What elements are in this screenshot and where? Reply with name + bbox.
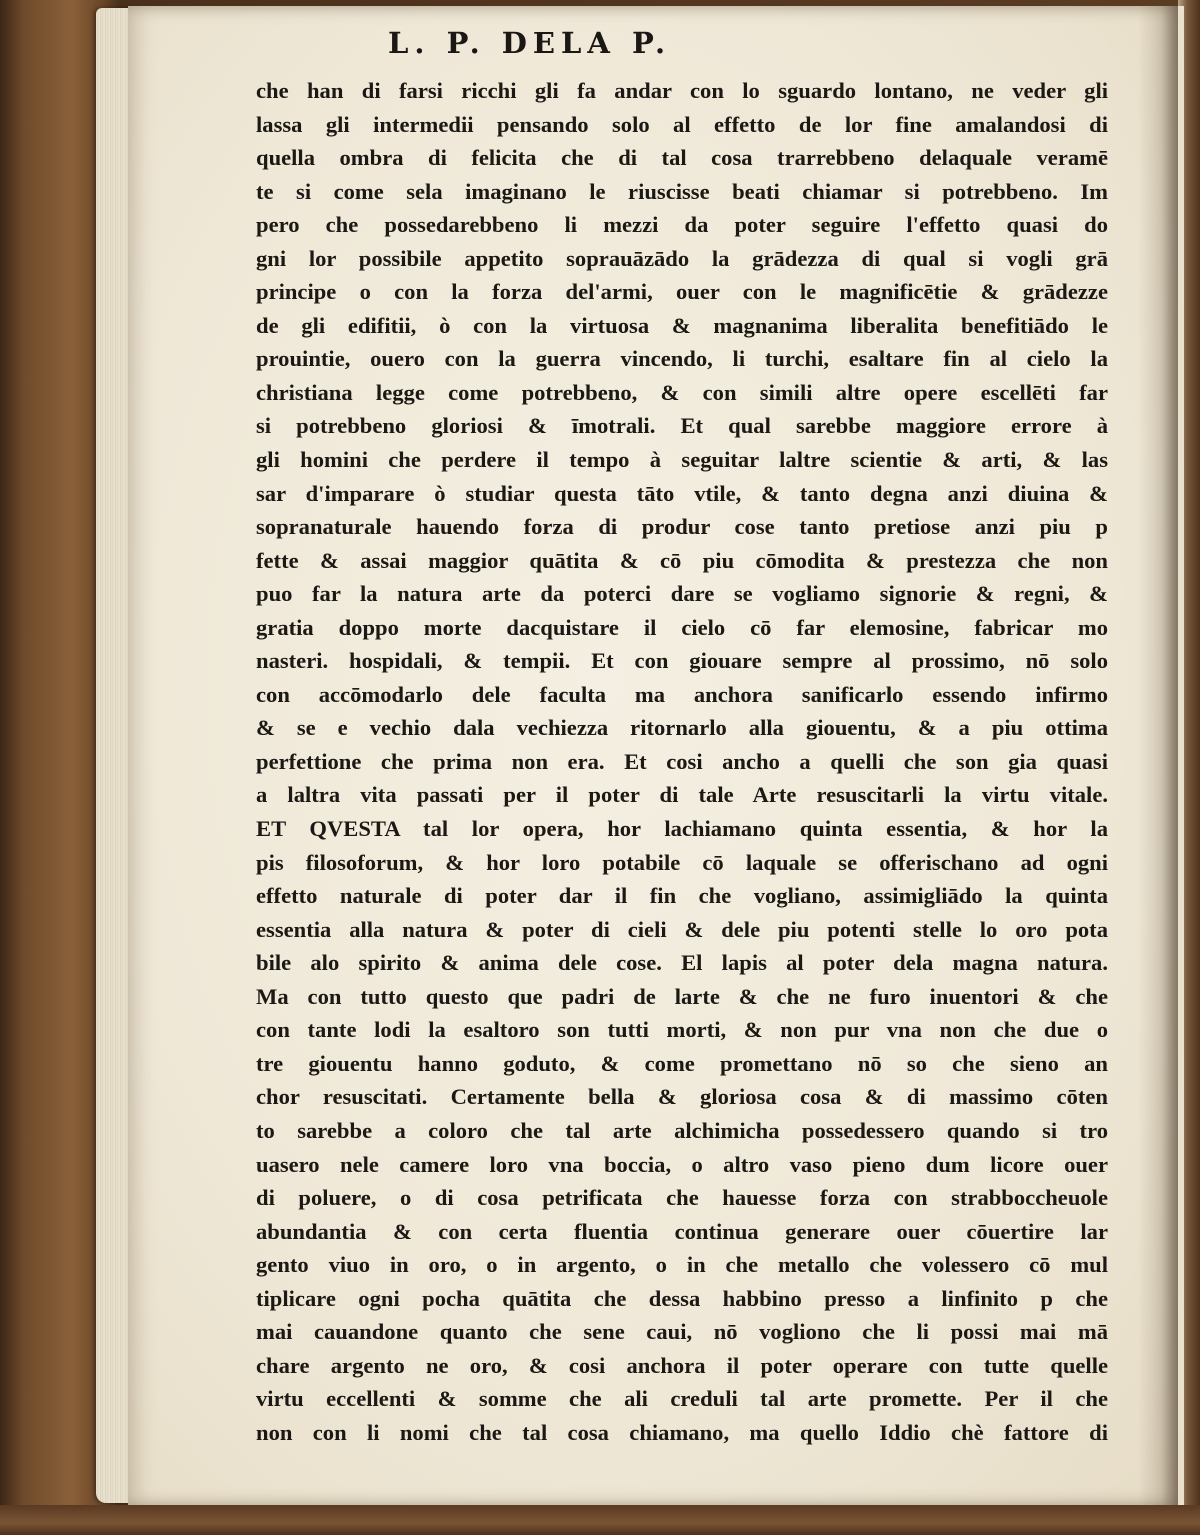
text-line: Ma con tutto questo que padri de larte & che ne furo inuentori & che <box>256 983 1108 1009</box>
text-line: si potrebbeno gloriosi & īmotrali. Et qual sarebbe maggiore errore à <box>256 413 1108 439</box>
running-head: L. P. DELA P. <box>388 26 672 60</box>
text-line: tiplicare ogni pocha quātita che dessa habbino presso a linfinito p che <box>256 1285 1108 1311</box>
text-line: lassa gli intermedii pensando solo al effetto de lor fine amalandosi di <box>256 111 1108 137</box>
text-line: prouintie, ouero con la guerra vincendo, li turchi, esaltare fin al cielo la <box>256 346 1108 372</box>
text-line: con tante lodi la esaltoro son tutti morti, & non pur vna non che due o <box>256 1017 1108 1043</box>
text-line: fette & assai maggior quātita & cō piu cōmodita & prestezza che non <box>256 547 1108 573</box>
text-line: puo far la natura arte da poterci dare se vogliamo signorie & regni, & <box>256 581 1108 607</box>
text-line: perfettione che prima non era. Et cosi ancho a quelli che son gia quasi <box>256 748 1108 774</box>
text-line: to sarebbe a coloro che tal arte alchimicha possedessero quando si tro <box>256 1117 1108 1143</box>
text-line: & se e vechio dala vechiezza ritornarlo alla giouentu, & a piu ottima <box>256 715 1108 741</box>
text-line: ET QVESTA tal lor opera, hor lachiamano quinta essentia, & hor la <box>256 816 1108 842</box>
text-line: tre giouentu hanno goduto, & come promettano nō so che sieno an <box>256 1050 1108 1076</box>
text-line: con accōmodarlo dele faculta ma anchora sanificarlo essendo infirmo <box>256 681 1108 707</box>
text-line: virtu eccellenti & somme che ali creduli tal arte promette. Per il che <box>256 1386 1108 1412</box>
text-line: christiana legge come potrebbeno, & con simili altre opere escellēti far <box>256 379 1108 405</box>
body-text <box>256 74 1108 1449</box>
text-line: chor resuscitati. Certamente bella & gloriosa cosa & di massimo cōten <box>256 1084 1108 1110</box>
text-line: abundantia & con certa fluentia continua generare ouer cōuertire lar <box>256 1218 1108 1244</box>
text-line: chare argento ne oro, & cosi anchora il poter operare con tutte quelle <box>256 1352 1108 1378</box>
text-line: di poluere, o di cosa petrificata che hauesse forza con strabboccheuole <box>256 1185 1108 1211</box>
text-line: non con li nomi che tal cosa chiamano, ma quello Iddio chè fattore di <box>256 1419 1108 1445</box>
text-line: effetto naturale di poter dar il fin che vogliano, assimigliādo la quinta <box>256 883 1108 909</box>
text-line: sar d'imparare ò studiar questa tāto vtile, & tanto degna anzi diuina & <box>256 480 1108 506</box>
text-line: gento viuo in oro, o in argento, o in che metallo che volessero cō mul <box>256 1252 1108 1278</box>
text-line: gni lor possibile appetito soprauāzādo la grādezza di qual si vogli grā <box>256 245 1108 271</box>
text-line: sopranaturale hauendo forza di produr cose tanto pretiose anzi piu p <box>256 514 1108 540</box>
binding-edge-bottom <box>0 1505 1200 1535</box>
text-line: gratia doppo morte dacquistare il cielo cō far elemosine, fabricar mo <box>256 614 1108 640</box>
text-line: a laltra vita passati per il poter di tale Arte resuscitarli la virtu vitale. <box>256 782 1108 808</box>
text-line: principe o con la forza del'armi, ouer con le magnificētie & grādezze <box>256 279 1108 305</box>
text-line: essentia alla natura & poter di cieli & dele piu potenti stelle lo oro pota <box>256 916 1108 942</box>
text-line: uasero nele camere loro vna boccia, o altro vaso pieno dum licore ouer <box>256 1151 1108 1177</box>
text-line: bile alo spirito & anima dele cose. El lapis al poter dela magna natura. <box>256 950 1108 976</box>
text-line: quella ombra di felicita che di tal cosa trarrebbeno delaquale veramē <box>256 145 1108 171</box>
gutter-shadow <box>1138 6 1178 1506</box>
text-line: pero che possedarebbeno li mezzi da poter seguire l'effetto quasi do <box>256 212 1108 238</box>
text-line: nasteri. hospidali, & tempii. Et con giouare sempre al prossimo, nō solo <box>256 648 1108 674</box>
text-line: te si come sela imaginano le riuscisse beati chiamar si potrebbeno. Im <box>256 178 1108 204</box>
text-line: de gli edifitii, ò con la virtuosa & magnanima liberalita benefitiādo le <box>256 312 1108 338</box>
text-line: pis filosoforum, & hor loro potabile cō laquale se offerischano ad ogni <box>256 849 1108 875</box>
facing-page-edge <box>1178 6 1184 1506</box>
text-line: mai cauandone quanto che sene caui, nō vogliono che li possi mai mā <box>256 1319 1108 1345</box>
text-line: che han di farsi ricchi gli fa andar con lo sguardo lontano, ne veder gli <box>256 78 1108 103</box>
text-line: gli homini che perdere il tempo à seguitar laltre scientie & arti, & las <box>256 447 1108 473</box>
